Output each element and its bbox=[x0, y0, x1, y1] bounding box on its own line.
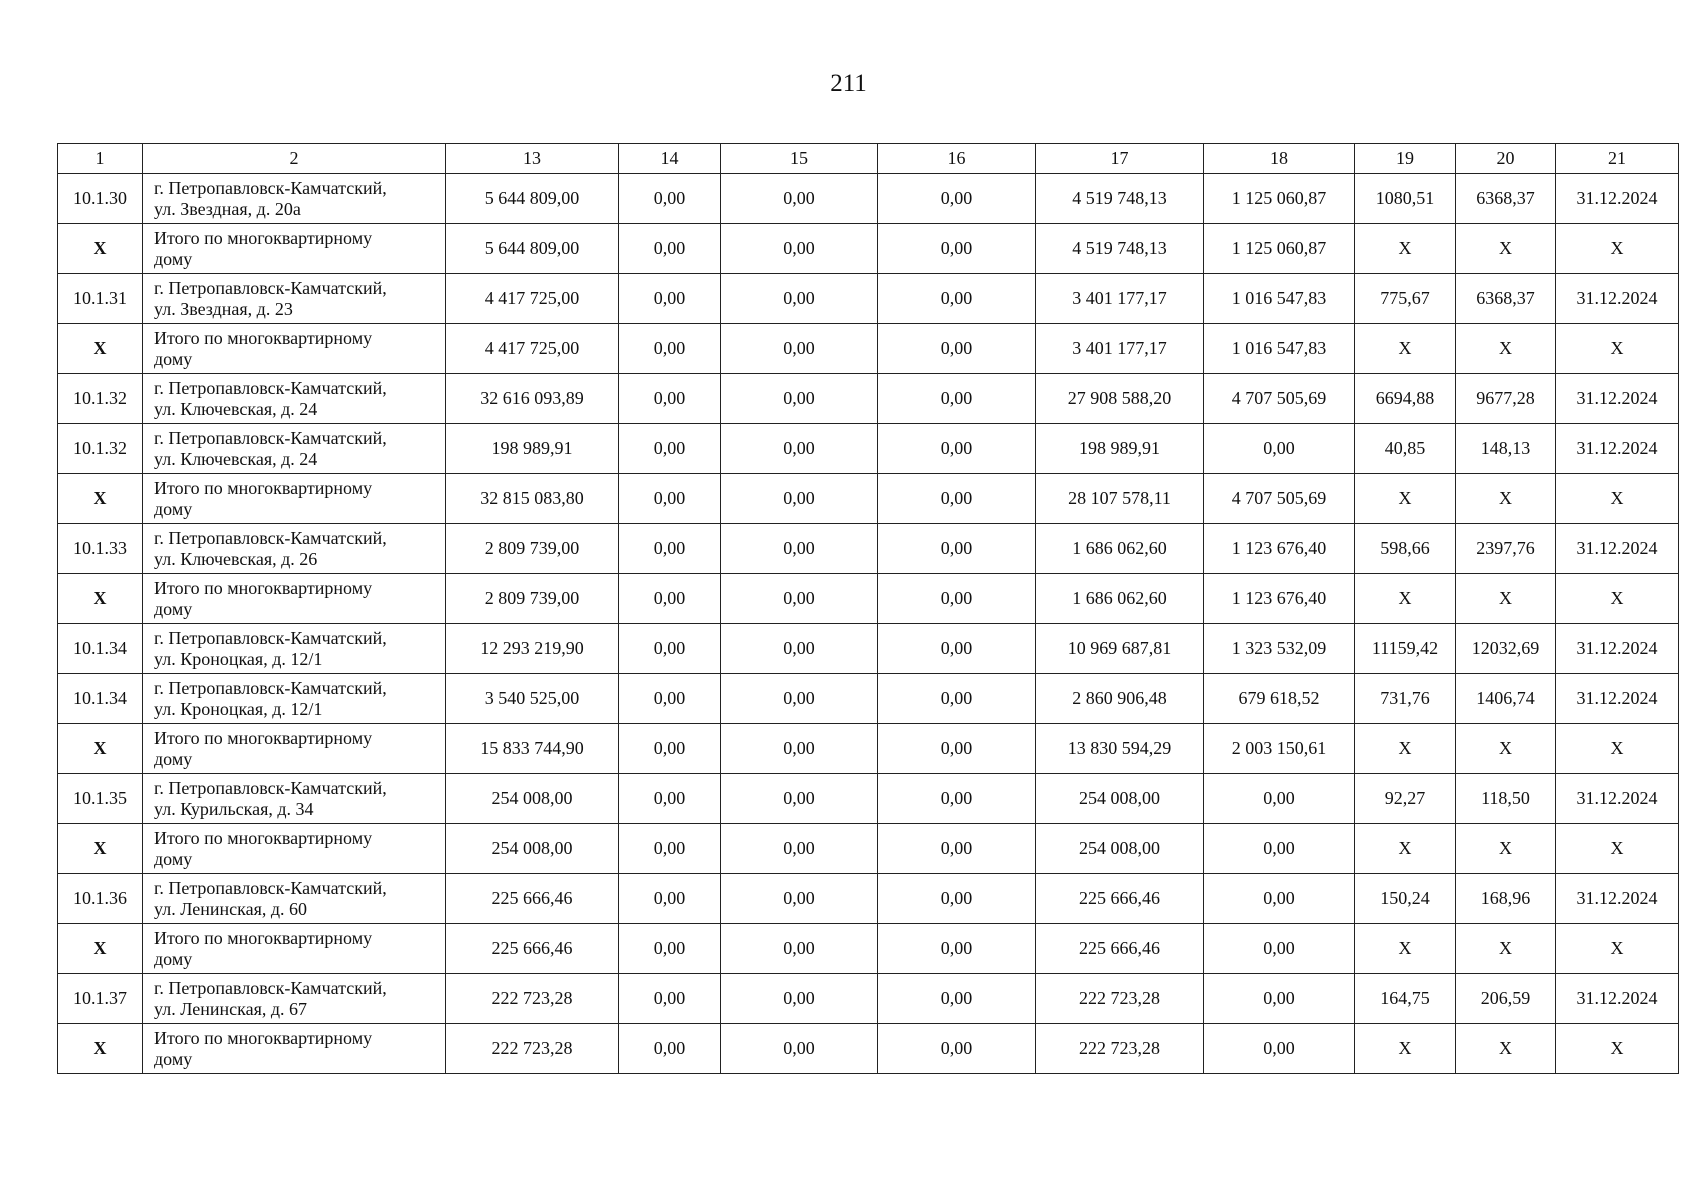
total-row bbox=[58, 574, 1679, 624]
value-cell-18: 1 125 060,87 bbox=[1204, 174, 1355, 224]
value-cell-19: 150,24 bbox=[1355, 874, 1456, 924]
value-cell-14: 0,00 bbox=[619, 974, 721, 1024]
value-cell-13: 12 293 219,90 bbox=[446, 624, 619, 674]
value-cell-17: 27 908 588,20 bbox=[1036, 374, 1204, 424]
value-cell-21: X bbox=[1556, 474, 1679, 524]
address-line: ул. Ленинская, д. 67 bbox=[154, 998, 308, 1019]
value-cell-16: 0,00 bbox=[878, 224, 1036, 274]
value-cell-18: 1 123 676,40 bbox=[1204, 524, 1355, 574]
table-row bbox=[58, 874, 1679, 924]
address-line: ул. Кроноцкая, д. 12/1 bbox=[154, 648, 323, 669]
header-cell: 21 bbox=[1556, 144, 1679, 174]
value-cell-15: 0,00 bbox=[721, 724, 878, 774]
address-line: дому bbox=[154, 248, 193, 269]
value-cell-15: 0,00 bbox=[721, 924, 878, 974]
value-cell-21: 31.12.2024 bbox=[1556, 174, 1679, 224]
value-cell-17: 222 723,28 bbox=[1036, 1024, 1204, 1074]
value-cell-14: 0,00 bbox=[619, 824, 721, 874]
table-row bbox=[58, 174, 1679, 224]
value-cell-21: 31.12.2024 bbox=[1556, 974, 1679, 1024]
row-number-cell: 10.1.35 bbox=[58, 774, 143, 824]
row-number-cell: 10.1.32 bbox=[58, 374, 143, 424]
address-line: Итого по многоквартирному bbox=[154, 227, 373, 248]
row-number-cell: X bbox=[58, 724, 143, 774]
address-line: дому bbox=[154, 848, 193, 869]
value-cell-14: 0,00 bbox=[619, 1024, 721, 1074]
value-cell-17: 254 008,00 bbox=[1036, 824, 1204, 874]
value-cell-14: 0,00 bbox=[619, 674, 721, 724]
value-cell-16: 0,00 bbox=[878, 924, 1036, 974]
value-cell-18: 1 125 060,87 bbox=[1204, 224, 1355, 274]
value-cell-13: 225 666,46 bbox=[446, 924, 619, 974]
value-cell-18: 4 707 505,69 bbox=[1204, 474, 1355, 524]
value-cell-14: 0,00 bbox=[619, 224, 721, 274]
address-cell bbox=[143, 374, 446, 424]
row-number-cell: X bbox=[58, 574, 143, 624]
value-cell-13: 198 989,91 bbox=[446, 424, 619, 474]
address-cell bbox=[143, 424, 446, 474]
value-cell-19: 92,27 bbox=[1355, 774, 1456, 824]
value-cell-16: 0,00 bbox=[878, 824, 1036, 874]
value-cell-21: X bbox=[1556, 824, 1679, 874]
address-line: дому bbox=[154, 498, 193, 519]
value-cell-21: 31.12.2024 bbox=[1556, 374, 1679, 424]
header-cell: 15 bbox=[721, 144, 878, 174]
value-cell-21: 31.12.2024 bbox=[1556, 274, 1679, 324]
table-row bbox=[58, 524, 1679, 574]
address-cell bbox=[143, 974, 446, 1024]
value-cell-21: 31.12.2024 bbox=[1556, 424, 1679, 474]
address-line: ул. Звездная, д. 23 bbox=[154, 298, 293, 319]
value-cell-14: 0,00 bbox=[619, 174, 721, 224]
address-line: Итого по многоквартирному bbox=[154, 827, 373, 848]
address-line: ул. Звездная, д. 20а bbox=[154, 198, 301, 219]
row-number-cell: 10.1.34 bbox=[58, 674, 143, 724]
value-cell-17: 2 860 906,48 bbox=[1036, 674, 1204, 724]
table-row bbox=[58, 674, 1679, 724]
value-cell-13: 5 644 809,00 bbox=[446, 174, 619, 224]
value-cell-18: 0,00 bbox=[1204, 424, 1355, 474]
address-cell bbox=[143, 574, 446, 624]
value-cell-16: 0,00 bbox=[878, 874, 1036, 924]
value-cell-14: 0,00 bbox=[619, 474, 721, 524]
value-cell-18: 0,00 bbox=[1204, 974, 1355, 1024]
value-cell-21: X bbox=[1556, 724, 1679, 774]
value-cell-16: 0,00 bbox=[878, 424, 1036, 474]
total-row bbox=[58, 224, 1679, 274]
address-line: г. Петропавловск-Камчатский, bbox=[154, 177, 387, 198]
value-cell-13: 32 815 083,80 bbox=[446, 474, 619, 524]
value-cell-21: X bbox=[1556, 224, 1679, 274]
value-cell-17: 10 969 687,81 bbox=[1036, 624, 1204, 674]
value-cell-20: 148,13 bbox=[1456, 424, 1556, 474]
value-cell-17: 225 666,46 bbox=[1036, 924, 1204, 974]
address-line: дому bbox=[154, 1048, 193, 1069]
header-cell: 18 bbox=[1204, 144, 1355, 174]
address-line: г. Петропавловск-Камчатский, bbox=[154, 377, 387, 398]
value-cell-19: 775,67 bbox=[1355, 274, 1456, 324]
column-number-header bbox=[58, 144, 1679, 174]
address-cell bbox=[143, 474, 446, 524]
value-cell-21: X bbox=[1556, 324, 1679, 374]
address-line: г. Петропавловск-Камчатский, bbox=[154, 977, 387, 998]
table-body bbox=[58, 174, 1679, 1074]
table-row bbox=[58, 424, 1679, 474]
value-cell-19: 731,76 bbox=[1355, 674, 1456, 724]
value-cell-13: 254 008,00 bbox=[446, 824, 619, 874]
value-cell-21: X bbox=[1556, 574, 1679, 624]
value-cell-16: 0,00 bbox=[878, 174, 1036, 224]
value-cell-17: 28 107 578,11 bbox=[1036, 474, 1204, 524]
value-cell-16: 0,00 bbox=[878, 574, 1036, 624]
address-line: дому bbox=[154, 748, 193, 769]
value-cell-18: 0,00 bbox=[1204, 774, 1355, 824]
header-cell: 2 bbox=[143, 144, 446, 174]
header-cell: 19 bbox=[1355, 144, 1456, 174]
value-cell-18: 1 016 547,83 bbox=[1204, 324, 1355, 374]
value-cell-16: 0,00 bbox=[878, 274, 1036, 324]
total-row bbox=[58, 724, 1679, 774]
address-cell bbox=[143, 774, 446, 824]
value-cell-17: 3 401 177,17 bbox=[1036, 274, 1204, 324]
value-cell-21: 31.12.2024 bbox=[1556, 624, 1679, 674]
address-line: г. Петропавловск-Камчатский, bbox=[154, 277, 387, 298]
value-cell-16: 0,00 bbox=[878, 974, 1036, 1024]
address-cell bbox=[143, 224, 446, 274]
address-cell bbox=[143, 274, 446, 324]
value-cell-18: 4 707 505,69 bbox=[1204, 374, 1355, 424]
address-line: Итого по многоквартирному bbox=[154, 477, 373, 498]
value-cell-18: 1 123 676,40 bbox=[1204, 574, 1355, 624]
header-cell: 17 bbox=[1036, 144, 1204, 174]
value-cell-17: 3 401 177,17 bbox=[1036, 324, 1204, 374]
value-cell-15: 0,00 bbox=[721, 574, 878, 624]
row-number-cell: 10.1.37 bbox=[58, 974, 143, 1024]
value-cell-20: X bbox=[1456, 824, 1556, 874]
address-line: ул. Ключевская, д. 24 bbox=[154, 448, 318, 469]
value-cell-21: X bbox=[1556, 1024, 1679, 1074]
value-cell-20: X bbox=[1456, 924, 1556, 974]
value-cell-15: 0,00 bbox=[721, 474, 878, 524]
address-line: Итого по многоквартирному bbox=[154, 1027, 373, 1048]
value-cell-14: 0,00 bbox=[619, 724, 721, 774]
page-number: 211 bbox=[830, 70, 867, 97]
row-number-cell: X bbox=[58, 474, 143, 524]
address-line: г. Петропавловск-Камчатский, bbox=[154, 527, 387, 548]
value-cell-20: X bbox=[1456, 1024, 1556, 1074]
address-line: ул. Ключевская, д. 26 bbox=[154, 548, 318, 569]
row-number-cell: 10.1.33 bbox=[58, 524, 143, 574]
value-cell-13: 222 723,28 bbox=[446, 1024, 619, 1074]
value-cell-20: 2397,76 bbox=[1456, 524, 1556, 574]
total-row bbox=[58, 474, 1679, 524]
value-cell-14: 0,00 bbox=[619, 574, 721, 624]
value-cell-19: 1080,51 bbox=[1355, 174, 1456, 224]
total-row bbox=[58, 924, 1679, 974]
value-cell-13: 254 008,00 bbox=[446, 774, 619, 824]
value-cell-17: 4 519 748,13 bbox=[1036, 224, 1204, 274]
value-cell-15: 0,00 bbox=[721, 424, 878, 474]
address-line: г. Петропавловск-Камчатский, bbox=[154, 427, 387, 448]
header-cell: 1 bbox=[58, 144, 143, 174]
value-cell-15: 0,00 bbox=[721, 774, 878, 824]
row-number-cell: X bbox=[58, 1024, 143, 1074]
value-cell-15: 0,00 bbox=[721, 224, 878, 274]
value-cell-20: 6368,37 bbox=[1456, 174, 1556, 224]
value-cell-16: 0,00 bbox=[878, 324, 1036, 374]
value-cell-20: X bbox=[1456, 324, 1556, 374]
value-cell-15: 0,00 bbox=[721, 674, 878, 724]
value-cell-17: 254 008,00 bbox=[1036, 774, 1204, 824]
value-cell-15: 0,00 bbox=[721, 874, 878, 924]
value-cell-13: 2 809 739,00 bbox=[446, 574, 619, 624]
total-row bbox=[58, 324, 1679, 374]
total-row bbox=[58, 824, 1679, 874]
address-line: ул. Кроноцкая, д. 12/1 bbox=[154, 698, 323, 719]
address-cell bbox=[143, 724, 446, 774]
table-row bbox=[58, 274, 1679, 324]
value-cell-15: 0,00 bbox=[721, 1024, 878, 1074]
address-line: г. Петропавловск-Камчатский, bbox=[154, 677, 387, 698]
address-line: ул. Курильская, д. 34 bbox=[154, 798, 314, 819]
value-cell-19: X bbox=[1355, 224, 1456, 274]
address-line: Итого по многоквартирному bbox=[154, 927, 373, 948]
value-cell-20: X bbox=[1456, 574, 1556, 624]
data-table bbox=[57, 143, 1679, 1074]
row-number-cell: 10.1.32 bbox=[58, 424, 143, 474]
value-cell-20: X bbox=[1456, 724, 1556, 774]
value-cell-19: X bbox=[1355, 1024, 1456, 1074]
value-cell-14: 0,00 bbox=[619, 274, 721, 324]
row-number-cell: 10.1.31 bbox=[58, 274, 143, 324]
value-cell-21: 31.12.2024 bbox=[1556, 674, 1679, 724]
value-cell-18: 0,00 bbox=[1204, 824, 1355, 874]
value-cell-19: 164,75 bbox=[1355, 974, 1456, 1024]
value-cell-14: 0,00 bbox=[619, 524, 721, 574]
address-cell bbox=[143, 324, 446, 374]
value-cell-19: X bbox=[1355, 824, 1456, 874]
value-cell-17: 13 830 594,29 bbox=[1036, 724, 1204, 774]
value-cell-14: 0,00 bbox=[619, 774, 721, 824]
value-cell-17: 222 723,28 bbox=[1036, 974, 1204, 1024]
value-cell-19: 40,85 bbox=[1355, 424, 1456, 474]
address-cell bbox=[143, 174, 446, 224]
value-cell-18: 0,00 bbox=[1204, 1024, 1355, 1074]
value-cell-15: 0,00 bbox=[721, 974, 878, 1024]
row-number-cell: 10.1.34 bbox=[58, 624, 143, 674]
value-cell-19: X bbox=[1355, 474, 1456, 524]
value-cell-20: 206,59 bbox=[1456, 974, 1556, 1024]
value-cell-13: 2 809 739,00 bbox=[446, 524, 619, 574]
value-cell-21: 31.12.2024 bbox=[1556, 774, 1679, 824]
value-cell-20: X bbox=[1456, 224, 1556, 274]
table-row bbox=[58, 374, 1679, 424]
value-cell-17: 1 686 062,60 bbox=[1036, 524, 1204, 574]
value-cell-19: X bbox=[1355, 324, 1456, 374]
row-number-cell: X bbox=[58, 324, 143, 374]
value-cell-14: 0,00 bbox=[619, 424, 721, 474]
row-number-cell: X bbox=[58, 824, 143, 874]
address-line: дому bbox=[154, 348, 193, 369]
value-cell-15: 0,00 bbox=[721, 524, 878, 574]
address-line: Итого по многоквартирному bbox=[154, 577, 373, 598]
header-cell: 14 bbox=[619, 144, 721, 174]
value-cell-15: 0,00 bbox=[721, 374, 878, 424]
value-cell-18: 0,00 bbox=[1204, 874, 1355, 924]
address-cell bbox=[143, 874, 446, 924]
value-cell-21: 31.12.2024 bbox=[1556, 874, 1679, 924]
value-cell-13: 32 616 093,89 bbox=[446, 374, 619, 424]
value-cell-13: 222 723,28 bbox=[446, 974, 619, 1024]
value-cell-13: 4 417 725,00 bbox=[446, 324, 619, 374]
address-line: ул. Ключевская, д. 24 bbox=[154, 398, 318, 419]
value-cell-13: 225 666,46 bbox=[446, 874, 619, 924]
value-cell-16: 0,00 bbox=[878, 374, 1036, 424]
value-cell-20: 1406,74 bbox=[1456, 674, 1556, 724]
value-cell-17: 225 666,46 bbox=[1036, 874, 1204, 924]
address-line: дому bbox=[154, 948, 193, 969]
address-cell bbox=[143, 674, 446, 724]
value-cell-16: 0,00 bbox=[878, 724, 1036, 774]
header-cell: 20 bbox=[1456, 144, 1556, 174]
row-number-cell: X bbox=[58, 924, 143, 974]
value-cell-18: 1 016 547,83 bbox=[1204, 274, 1355, 324]
value-cell-14: 0,00 bbox=[619, 624, 721, 674]
value-cell-17: 4 519 748,13 bbox=[1036, 174, 1204, 224]
value-cell-18: 1 323 532,09 bbox=[1204, 624, 1355, 674]
address-cell bbox=[143, 524, 446, 574]
address-line: дому bbox=[154, 598, 193, 619]
value-cell-15: 0,00 bbox=[721, 624, 878, 674]
value-cell-18: 679 618,52 bbox=[1204, 674, 1355, 724]
value-cell-13: 15 833 744,90 bbox=[446, 724, 619, 774]
table-row bbox=[58, 624, 1679, 674]
address-cell bbox=[143, 924, 446, 974]
value-cell-20: 12032,69 bbox=[1456, 624, 1556, 674]
value-cell-20: 168,96 bbox=[1456, 874, 1556, 924]
value-cell-19: 11159,42 bbox=[1355, 624, 1456, 674]
value-cell-16: 0,00 bbox=[878, 674, 1036, 724]
value-cell-19: 6694,88 bbox=[1355, 374, 1456, 424]
value-cell-14: 0,00 bbox=[619, 324, 721, 374]
address-cell bbox=[143, 1024, 446, 1074]
address-line: Итого по многоквартирному bbox=[154, 327, 373, 348]
value-cell-17: 198 989,91 bbox=[1036, 424, 1204, 474]
total-row bbox=[58, 1024, 1679, 1074]
value-cell-19: X bbox=[1355, 724, 1456, 774]
value-cell-21: X bbox=[1556, 924, 1679, 974]
value-cell-16: 0,00 bbox=[878, 774, 1036, 824]
address-line: г. Петропавловск-Камчатский, bbox=[154, 627, 387, 648]
address-cell bbox=[143, 824, 446, 874]
value-cell-18: 0,00 bbox=[1204, 924, 1355, 974]
value-cell-14: 0,00 bbox=[619, 874, 721, 924]
row-number-cell: 10.1.36 bbox=[58, 874, 143, 924]
value-cell-19: X bbox=[1355, 574, 1456, 624]
value-cell-16: 0,00 bbox=[878, 524, 1036, 574]
value-cell-19: X bbox=[1355, 924, 1456, 974]
value-cell-20: 118,50 bbox=[1456, 774, 1556, 824]
value-cell-16: 0,00 bbox=[878, 474, 1036, 524]
row-number-cell: X bbox=[58, 224, 143, 274]
value-cell-16: 0,00 bbox=[878, 624, 1036, 674]
value-cell-13: 3 540 525,00 bbox=[446, 674, 619, 724]
value-cell-14: 0,00 bbox=[619, 374, 721, 424]
header-cell: 13 bbox=[446, 144, 619, 174]
address-line: ул. Ленинская, д. 60 bbox=[154, 898, 308, 919]
address-line: г. Петропавловск-Камчатский, bbox=[154, 877, 387, 898]
value-cell-13: 4 417 725,00 bbox=[446, 274, 619, 324]
header-cell: 16 bbox=[878, 144, 1036, 174]
value-cell-15: 0,00 bbox=[721, 324, 878, 374]
value-cell-16: 0,00 bbox=[878, 1024, 1036, 1074]
value-cell-19: 598,66 bbox=[1355, 524, 1456, 574]
address-line: г. Петропавловск-Камчатский, bbox=[154, 777, 387, 798]
value-cell-15: 0,00 bbox=[721, 174, 878, 224]
value-cell-13: 5 644 809,00 bbox=[446, 224, 619, 274]
value-cell-14: 0,00 bbox=[619, 924, 721, 974]
value-cell-21: 31.12.2024 bbox=[1556, 524, 1679, 574]
address-cell bbox=[143, 624, 446, 674]
value-cell-18: 2 003 150,61 bbox=[1204, 724, 1355, 774]
value-cell-17: 1 686 062,60 bbox=[1036, 574, 1204, 624]
value-cell-20: 6368,37 bbox=[1456, 274, 1556, 324]
value-cell-15: 0,00 bbox=[721, 824, 878, 874]
value-cell-20: 9677,28 bbox=[1456, 374, 1556, 424]
value-cell-20: X bbox=[1456, 474, 1556, 524]
value-cell-15: 0,00 bbox=[721, 274, 878, 324]
table-row bbox=[58, 774, 1679, 824]
row-number-cell: 10.1.30 bbox=[58, 174, 143, 224]
address-line: Итого по многоквартирному bbox=[154, 727, 373, 748]
table-row bbox=[58, 974, 1679, 1024]
